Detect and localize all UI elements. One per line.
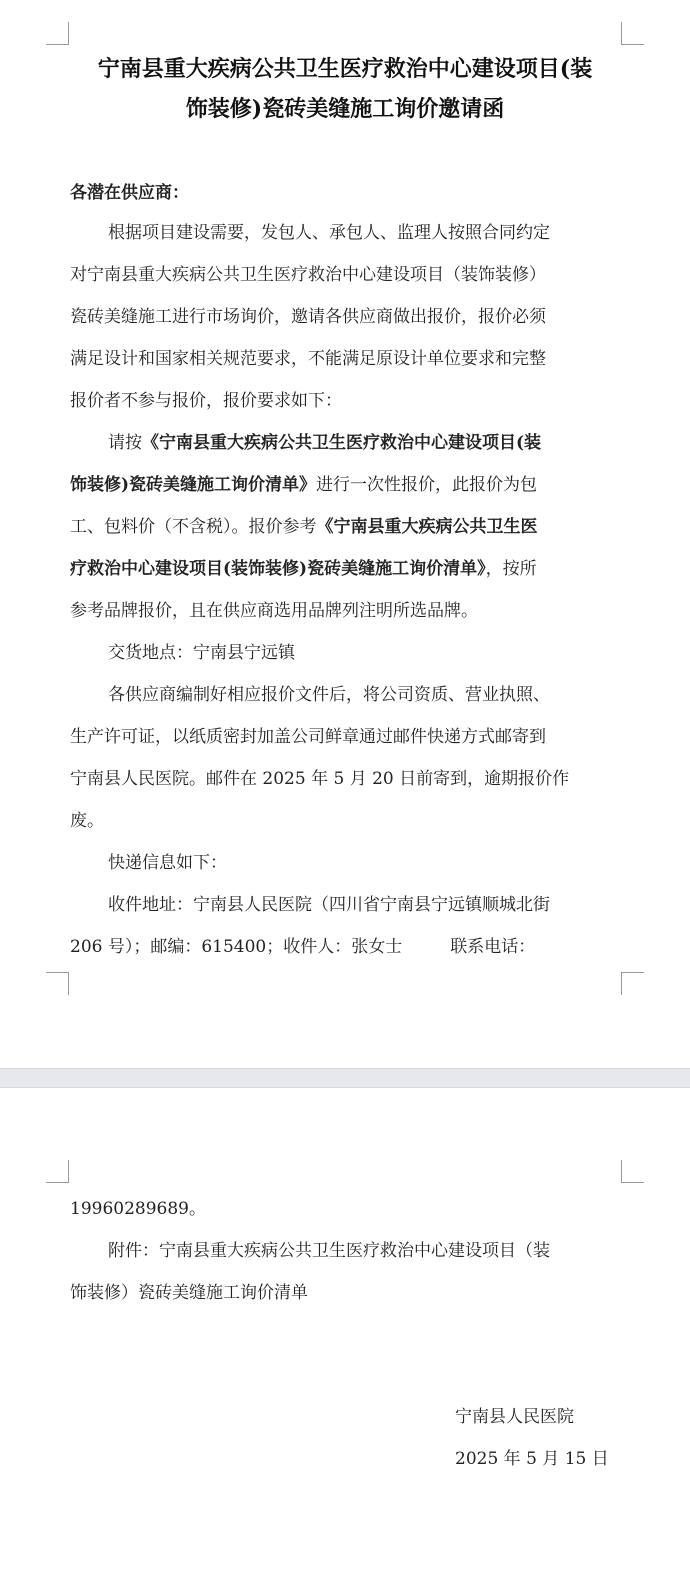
document-reference: 饰装修)瓷砖美缝施工询价清单》: [70, 475, 317, 495]
paragraph-line: [108, 428, 541, 453]
recipient-details: [70, 932, 535, 957]
text-run: 工、包料价（不含税）。报价参考: [70, 517, 317, 537]
page-separator: [0, 1068, 690, 1088]
margin-corner-mark: [621, 1160, 644, 1183]
paragraph-line: 瓷砖美缝施工进行市场询价，邀请各供应商做出报价，报价必须: [70, 307, 546, 327]
paragraph-line: 生产许可证，以纸质密封加盖公司鲜章通过邮件快递方式邮寄到: [70, 727, 546, 747]
recipient-info: 206 号）；邮编：615400；收件人：张女士: [70, 937, 403, 957]
express-heading: 快递信息如下：: [108, 853, 227, 873]
document-reference: 疗救治中心建设项目(装饰装修)瓷砖美缝施工询价清单》: [70, 559, 486, 579]
document-title-line-1: 宁南县重大疾病公共卫生医疗救治中心建设项目(装: [97, 56, 593, 82]
signature-date: 2025 年 5 月 15 日: [455, 1449, 609, 1469]
text-run: ，按所: [485, 559, 537, 579]
document-page-2: [0, 1088, 690, 1570]
text-run: 进行一次性报价，此报价为包: [316, 475, 538, 495]
paragraph-line: 各供应商编制好相应报价文件后，将公司资质、营业执照、: [108, 685, 550, 705]
paragraph-line: 参考品牌报价，且在供应商选用品牌列注明所选品牌。: [70, 601, 478, 621]
attachment-line: 饰装修）瓷砖美缝施工询价清单: [70, 1283, 308, 1303]
contact-phone-number: 19960289689。: [70, 1199, 206, 1219]
document-title-line-2: 饰装修)瓷砖美缝施工询价邀请函: [185, 96, 505, 122]
paragraph-line: 满足设计和国家相关规范要求，不能满足原设计单位要求和完整: [70, 349, 546, 369]
paragraph-line: [70, 512, 538, 537]
attachment-line: 附件：宁南县重大疾病公共卫生医疗救治中心建设项目（装: [108, 1241, 550, 1261]
contact-phone-label: 联系电话：: [450, 937, 536, 957]
paragraph-line: [70, 554, 537, 579]
text-run: 请按: [108, 433, 142, 453]
paragraph-line: [70, 470, 537, 495]
signature-organization: 宁南县人民医院: [455, 1407, 574, 1427]
delivery-location: 交货地点：宁南县宁远镇: [108, 643, 295, 663]
paragraph-line: 废。: [70, 811, 104, 831]
margin-corner-mark: [46, 1160, 69, 1183]
paragraph-line: 对宁南县重大疾病公共卫生医疗救治中心建设项目（装饰装修）: [70, 265, 546, 285]
document-reference: 《宁南县重大疾病公共卫生医疗救治中心建设项目(装: [142, 433, 542, 453]
margin-corner-mark: [621, 22, 644, 45]
document-reference: 《宁南县重大疾病公共卫生医: [316, 517, 538, 537]
margin-corner-mark: [621, 972, 644, 995]
paragraph-line: 宁南县人民医院。邮件在 2025 年 5 月 20 日前寄到，逾期报价作: [70, 769, 570, 789]
margin-corner-mark: [46, 22, 69, 45]
salutation: 各潜在供应商：: [70, 183, 189, 203]
margin-corner-mark: [46, 972, 69, 995]
paragraph-line: 根据项目建设需要，发包人、承包人、监理人按照合同约定: [108, 223, 550, 243]
recipient-address: 收件地址：宁南县人民医院（四川省宁南县宁远镇顺城北街: [108, 895, 550, 915]
paragraph-line: 报价者不参与报价，报价要求如下：: [70, 391, 342, 411]
